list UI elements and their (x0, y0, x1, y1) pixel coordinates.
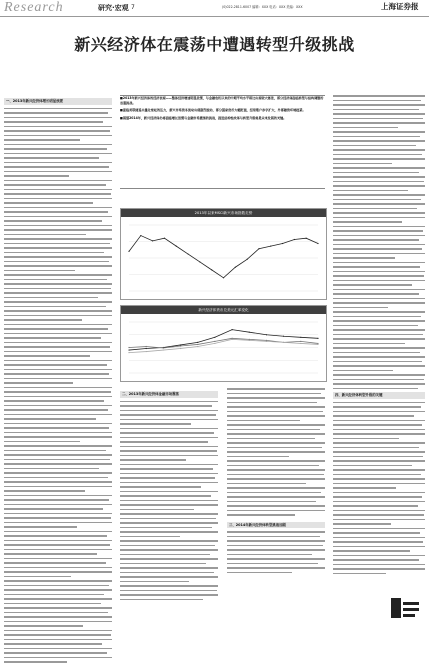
chart-1 (120, 208, 327, 300)
footer-logo (390, 596, 420, 624)
chart-point (282, 243, 283, 244)
section-title: 研究·宏观 (98, 4, 129, 12)
chart-point (266, 334, 267, 335)
middle-column-b (227, 388, 325, 576)
chart-point (163, 347, 164, 348)
page-number: 7 (131, 4, 135, 11)
right-column-body-1 (333, 95, 425, 389)
chart-point (283, 342, 284, 343)
chart-1-title: 2013年以来MSCI新兴市场指数走势 (121, 209, 326, 217)
chart-point (223, 277, 224, 278)
chart-point (300, 341, 301, 342)
middle-column-b-body (227, 388, 325, 516)
chart-point (176, 246, 177, 247)
section-head-right-1: 四、新兴经济体转型升级的关键 (333, 392, 425, 399)
chart-point (128, 251, 129, 252)
section-head-mid-2: 三、2014年新兴经济体转型挑战加剧 (227, 522, 325, 529)
chart-point (317, 338, 318, 339)
section-head-left-1: 一、2013年新兴经济体增长明显放缓 (4, 98, 112, 105)
chart-2 (120, 305, 327, 382)
chart-point (152, 240, 153, 241)
chart-point (146, 351, 147, 352)
chart-point (197, 344, 198, 345)
chart-point (146, 348, 147, 349)
chart-point (180, 344, 181, 345)
right-column (333, 95, 425, 577)
chart-point (128, 347, 129, 348)
chart-point (283, 336, 284, 337)
chart-point (317, 243, 318, 244)
chart-point (235, 267, 236, 268)
chart-point (214, 343, 215, 344)
chart-point (306, 238, 307, 239)
chart-point (128, 352, 129, 353)
chart-point (180, 348, 181, 349)
article-headline: 新兴经济体在震荡中遭遇转型升级挑战 (74, 35, 355, 54)
summary-item: ■面临美联储退出量化宽松的压力，新兴市场资本流动出现剧烈波动，部分国家货币大幅贬值，经常账户赤字扩大，外部融资环境趋紧。 (120, 108, 306, 113)
chart-point (164, 238, 165, 239)
chart-series-line-0 (129, 236, 318, 278)
article-summary (120, 95, 325, 189)
chart-point (146, 346, 147, 347)
newspaper-brand: 上海证券报 (381, 2, 419, 11)
chart-point (128, 349, 129, 350)
chart-series-line-2 (129, 339, 318, 352)
chart-point (317, 343, 318, 344)
chart-point (258, 248, 259, 249)
chart-2-title: 新兴经济体货币兑美元汇率变化 (121, 306, 326, 314)
chart-point (300, 343, 301, 344)
middle-column-b-body-2 (227, 531, 325, 573)
chart-point (249, 340, 250, 341)
chart-point (300, 337, 301, 338)
chart-point (197, 346, 198, 347)
right-column-body-2 (333, 402, 425, 575)
chart-point (163, 349, 164, 350)
chart-point (214, 341, 215, 342)
chart-1-plot (121, 217, 326, 299)
left-column (4, 95, 112, 666)
middle-column-a-body (120, 401, 218, 601)
chart-2-plot (121, 314, 326, 381)
chart-point (199, 261, 200, 262)
chart-point (197, 342, 198, 343)
newspaper-logo-icon (390, 596, 420, 620)
left-column-body (4, 108, 112, 663)
chart-point (266, 341, 267, 342)
middle-column-a (120, 388, 218, 603)
research-logo: Research (4, 0, 64, 15)
chart-point (214, 337, 215, 338)
chart-point (317, 344, 318, 345)
chart-point (294, 239, 295, 240)
chart-point (231, 329, 232, 330)
chart-point (140, 235, 141, 236)
chart-point (231, 339, 232, 340)
editor-contact: (0)022-2811-6007 编辑：XXX 电话：XXX 美编：XXX (222, 5, 303, 9)
chart-point (187, 253, 188, 254)
chart-point (270, 246, 271, 247)
chart-point (249, 332, 250, 333)
summary-item: ■展望2014年，新兴经济体仍将面临增长放缓与金融市场震荡的挑战，推进结构性改革与转型升级将是未来发展的关键。 (120, 115, 287, 120)
chart-point (180, 345, 181, 346)
page-header (0, 0, 429, 17)
section-head-mid-1: 二、2013年新兴经济体金融市场震荡 (120, 391, 218, 398)
summary-item: ■2013年新兴经济体的经济表现——整体经济增速明显放缓，与金融危机以来的中期平均水平相比出现较大落差，部分经济体面临转型与结构调整的双重挑战。 (120, 96, 324, 106)
chart-point (247, 259, 248, 260)
chart-point (266, 340, 267, 341)
chart-series-line-1 (129, 338, 318, 348)
chart-point (211, 269, 212, 270)
